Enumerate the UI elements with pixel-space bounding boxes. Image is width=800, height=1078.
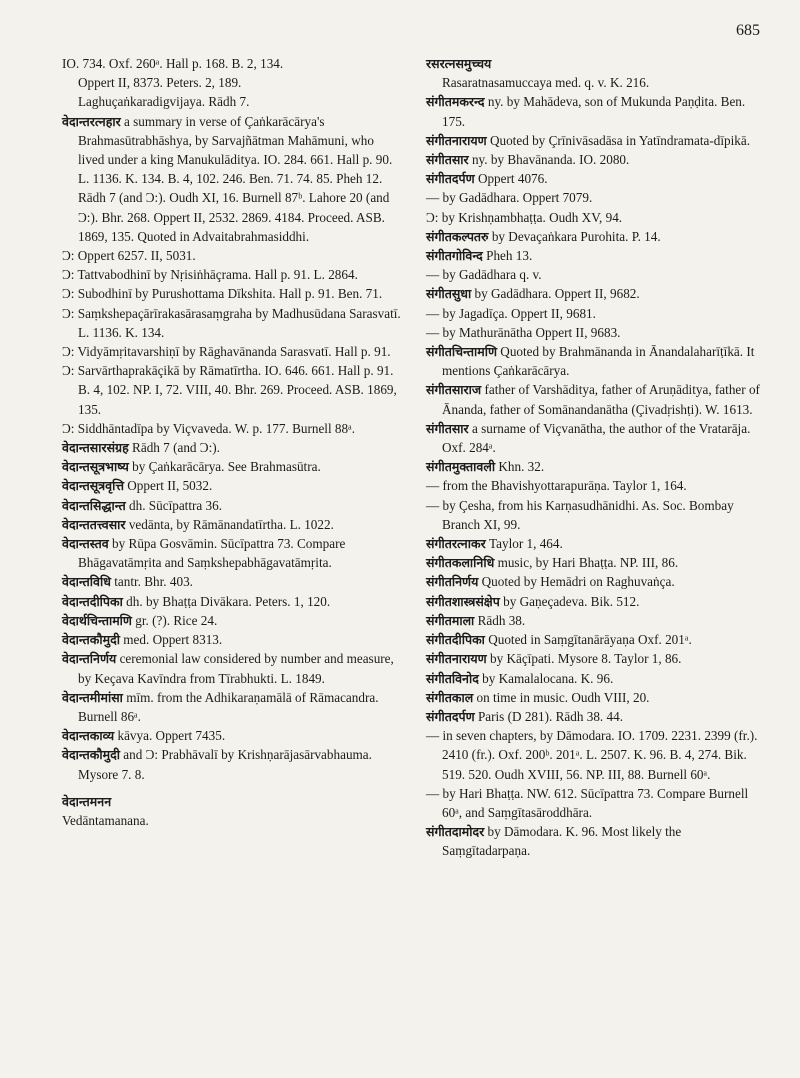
entry-text: — from the Bhavishyottarapurāṇa. Taylor 1, 164. — [426, 478, 687, 494]
sub-entry — [426, 208, 766, 227]
dictionary-entry — [426, 227, 766, 246]
entry-text: gr. (?). Rice 24. — [131, 612, 218, 628]
entry-text: a surname of Viçvanātha, the author of the Vratarāja. Oxf. 284ᵃ. — [442, 420, 751, 456]
dictionary-entry — [426, 669, 766, 688]
entry-headword: वेदान्तमनन — [62, 793, 112, 809]
dictionary-entry — [62, 112, 402, 246]
entry-text: a summary in verse of Çaṅkarācārya's Brahmasūtrabhāshya, by Sarvajñātman Mahāmuni, who lived under a king Manukulāditya. IO. 284. 661. Hall p. 90. L. 1136. K. 134. B. 4, 102. 246. Ben. 71. 74. 85. Pheh 12. Rādh 7 (and Ɔ:). Oudh XI, 16. Burnell 87ᵇ. Lahore 20 (and Ɔ:). Bhr. 268. Oppert II, 2532. 2869. 4184. Proceed. ASB. 1869, 135. Quoted in Advaitabrahmasiddhi. — [78, 113, 393, 244]
entry-text: father of Varshāditya, father of Aruṇāditya, father of Ānanda, father of Somānandanātha (Çivadṛishṭi). W. 1613. — [442, 382, 760, 417]
entry-text: Ɔ: Tattvabodhinī by Nṛisiṅhāçrama. Hall p. 91. L. 2864. — [62, 267, 358, 283]
sub-entry — [426, 304, 766, 323]
dictionary-entry — [62, 745, 402, 783]
sub-entry — [426, 496, 766, 534]
entry-spacer — [62, 784, 402, 792]
entry-text: — in seven chapters, by Dāmodara. IO. 1709. 2231. 2399 (fr.). 2410 (fr.). Oxf. 200ᵇ. 201ᵃ. L. 2507. K. 96. B. 4, 274. Bik. 519. 520. Oudh XVIII, 56. NP. III, 88. Burnell 60ᵃ. — [426, 728, 758, 782]
entry-continuation — [62, 73, 402, 92]
entry-headword: वेदान्तदीपिका — [62, 593, 123, 609]
dictionary-entry — [62, 496, 402, 515]
entry-text: Oppert 4076. — [474, 171, 548, 187]
dictionary-entry — [62, 630, 402, 649]
entry-text: Pheh 13. — [482, 248, 533, 264]
dictionary-entry — [62, 457, 402, 476]
dictionary-entry — [62, 688, 402, 726]
dictionary-entry — [426, 131, 766, 150]
dictionary-entry — [426, 534, 766, 553]
sub-entry — [426, 784, 766, 822]
sub-entry — [62, 265, 402, 284]
entry-text: Ɔ: by Krishṇambhaṭṭa. Oudh XV, 94. — [426, 209, 623, 225]
entry-text: ny. by Mahādeva, son of Mukunda Paṇḍita. Ben. 175. — [442, 94, 746, 129]
entry-text: by Çaṅkarācārya. See Brahmasūtra. — [128, 459, 321, 475]
entry-headword: संगीतरत्नाकर — [426, 536, 486, 552]
entry-headword: वेदान्तकाव्य — [62, 728, 115, 744]
sub-entry — [426, 188, 766, 207]
sub-entry — [426, 323, 766, 342]
dictionary-entry — [426, 419, 766, 457]
entry-text: by Kamalalocana. K. 96. — [478, 670, 614, 686]
entry-headword: वेदार्थचिन्तामणि — [62, 612, 132, 628]
entry-headword: संगीतदर्पण — [426, 171, 475, 187]
entry-text: ny. by Bhavānanda. IO. 2080. — [468, 152, 630, 168]
entry-text: mīm. from the Adhikaraṇamālā of Rāmacandra. Burnell 86ᵃ. — [78, 689, 379, 724]
entry-text: Ɔ: Siddhāntadīpa by Viçvaveda. W. p. 177. Burnell 88ᵃ. — [62, 420, 356, 436]
entry-text: Ɔ: Vidyāmṛitavarshiṇī by Rāghavānanda Sarasvatī. Hall p. 91. — [62, 344, 391, 360]
entry-headword: वेदान्ततत्त्वसार — [62, 516, 126, 532]
entry-headword: संगीतनिर्णय — [426, 574, 479, 590]
dictionary-entry — [426, 822, 766, 860]
entry-text: — by Jagadīça. Oppert II, 9681. — [426, 305, 596, 321]
entry-text: by Gaṇeçadeva. Bik. 512. — [499, 593, 640, 609]
entry-text: Khn. 32. — [495, 459, 545, 475]
dictionary-entry — [62, 811, 402, 830]
entry-headword: वेदान्तनिर्णय — [62, 651, 117, 667]
entry-headword: संगीतकाल — [426, 689, 474, 705]
entry-headword: वेदान्तरत्नहार — [62, 113, 121, 129]
dictionary-entry — [426, 92, 766, 130]
entry-headword: संगीतचिन्तामणि — [426, 344, 497, 360]
entry-text: — by Gadādhara q. v. — [426, 267, 542, 283]
dictionary-entry — [426, 707, 766, 726]
entry-text: Quoted by Çrīnivāsadāsa in Yatīndramata-dīpikā. — [486, 132, 751, 148]
dictionary-entry — [426, 592, 766, 611]
dictionary-entry — [426, 457, 766, 476]
entry-headword: वेदान्तस्तव — [62, 536, 109, 552]
dictionary-entry — [426, 54, 766, 73]
entry-text: — by Gadādhara. Oppert 7079. — [426, 190, 593, 206]
entry-text: Ɔ: Saṃkshepaçārīrakasārasaṃgraha by Madhusūdana Sarasvatī. L. 1136. K. 134. — [62, 305, 401, 340]
sub-entry — [62, 284, 402, 303]
entry-text: Vedāntamanana. — [62, 812, 149, 828]
entry-text: med. Oppert 8313. — [120, 632, 223, 648]
entry-headword: संगीतमकरन्द — [426, 94, 485, 110]
dictionary-entry — [62, 726, 402, 745]
dictionary-entry — [426, 630, 766, 649]
dictionary-entry — [426, 688, 766, 707]
entry-text: Rasaratnasamuccaya med. q. v. K. 216. — [442, 75, 650, 91]
entry-text: dh. Sūcīpattra 36. — [125, 497, 223, 513]
dictionary-entry — [426, 380, 766, 418]
entry-text: Laghuçaṅkaradigvijaya. Rādh 7. — [78, 94, 250, 110]
entry-text: IO. 734. Oxf. 260ᵃ. Hall p. 168. B. 2, 134. — [62, 56, 284, 71]
entry-headword: संगीतसाराज — [426, 382, 482, 398]
dictionary-entry — [62, 792, 402, 811]
dictionary-entry — [426, 284, 766, 303]
sub-entry — [426, 476, 766, 495]
dictionary-entry — [62, 476, 402, 495]
sub-entry — [62, 304, 402, 342]
entry-headword: संगीतदर्पण — [426, 708, 475, 724]
entry-headword: संगीतसार — [426, 420, 469, 436]
entry-headword: वेदान्तसूत्रवृत्ति — [62, 478, 124, 494]
entry-text: by Devaçaṅkara Purohita. P. 14. — [488, 228, 661, 244]
entry-text: Taylor 1, 464. — [485, 536, 563, 552]
dictionary-entry — [426, 342, 766, 380]
entry-headword: वेदान्तविधि — [62, 574, 111, 590]
entry-text: kāvya. Oppert 7435. — [114, 728, 226, 744]
entry-text: and Ɔ: Prabhāvalī by Krishṇarājasārvabhauma. Mysore 7. 8. — [78, 747, 372, 782]
entry-text: Oppert II, 8373. Peters. 2, 189. — [78, 75, 242, 91]
entry-text: music, by Hari Bhaṭṭa. NP. III, 86. — [494, 555, 679, 571]
entry-continuation — [62, 54, 402, 73]
entry-text: ceremonial law considered by number and measure, by Keçava Kavīndra from Tīrabhukti. L. 1849. — [78, 651, 394, 686]
entry-text: — by Çesha, from his Karṇasudhānidhi. As. Soc. Bombay Branch XI, 99. — [426, 497, 734, 532]
entry-headword: संगीतदीपिका — [426, 632, 485, 648]
entry-headword: वेदान्तकौमुदी — [62, 747, 120, 763]
entry-text: Ɔ: Oppert 6257. II, 5031. — [62, 248, 196, 264]
entry-headword: संगीतकलानिधि — [426, 555, 495, 571]
dictionary-entry — [426, 572, 766, 591]
entry-headword: संगीतनारायण — [426, 651, 487, 667]
entry-headword: संगीतदामोदर — [426, 824, 485, 840]
sub-entry — [426, 726, 766, 784]
entry-headword: रसरत्नसमुच्चय — [426, 56, 492, 71]
entry-headword: वेदान्तसिद्धान्त — [62, 497, 126, 513]
entry-text: on time in music. Oudh VIII, 20. — [473, 689, 650, 705]
entry-text: Rādh 7 (and Ɔ:). — [128, 440, 220, 456]
dictionary-entry — [62, 438, 402, 457]
dictionary-entry — [62, 592, 402, 611]
page-number: 685 — [736, 22, 760, 39]
entry-text: — by Hari Bhaṭṭa. NW. 612. Sūcīpattra 73. Compare Burnell 60ᵃ, and Saṃgītasāroddhāra. — [426, 785, 749, 820]
entry-text: by Gadādhara. Oppert II, 9682. — [471, 286, 640, 302]
entry-text: — by Mathurānātha Oppert II, 9683. — [426, 324, 621, 340]
dictionary-entry — [426, 150, 766, 169]
dictionary-entry — [62, 572, 402, 591]
dictionary-entry — [62, 649, 402, 687]
entry-headword: संगीतकल्पतरु — [426, 228, 489, 244]
entry-headword: संगीतमाला — [426, 612, 475, 628]
entry-text: by Rūpa Gosvāmin. Sūcīpattra 73. Compare Bhāgavatāmṛita and Saṃkshepabhāgavatāmṛita. — [78, 536, 346, 571]
entry-text: vedānta, by Rāmānandatīrtha. L. 1022. — [125, 516, 334, 532]
entry-text: tantr. Bhr. 403. — [110, 574, 193, 590]
dictionary-entry — [426, 649, 766, 668]
entry-text: Quoted in Saṃgītanārāyaṇa Oxf. 201ᵃ. — [484, 632, 692, 648]
dictionary-entry — [426, 553, 766, 572]
entry-text: by Kāçīpati. Mysore 8. Taylor 1, 86. — [486, 651, 682, 667]
entry-headword: संगीतसार — [426, 152, 469, 168]
entry-headword: वेदान्तमीमांसा — [62, 689, 123, 705]
dictionary-entry — [426, 611, 766, 630]
entry-headword: संगीतशास्त्रसंक्षेप — [426, 593, 500, 609]
entry-text: Oppert II, 5032. — [123, 478, 213, 494]
dictionary-entry — [426, 246, 766, 265]
sub-entry — [62, 361, 402, 419]
sub-entry — [62, 342, 402, 361]
sub-entry — [62, 419, 402, 438]
left-column — [62, 54, 402, 830]
entry-headword: वेदान्तकौमुदी — [62, 632, 120, 648]
entry-text: dh. by Bhaṭṭa Divākara. Peters. 1, 120. — [122, 593, 331, 609]
dictionary-entry — [62, 515, 402, 534]
entry-text: Quoted by Hemādri on Raghuvaṅça. — [478, 574, 675, 590]
entry-text: by Dāmodara. K. 96. Most likely the Saṃgītadarpaṇa. — [442, 824, 682, 859]
entry-continuation — [426, 73, 766, 92]
entry-text: Quoted by Brahmānanda in Ānandalaharīṭīkā. It mentions Çaṅkarācārya. — [442, 344, 755, 379]
dictionary-entry — [62, 611, 402, 630]
entry-text: Rādh 38. — [474, 612, 526, 628]
sub-entry — [62, 246, 402, 265]
entry-headword: वेदान्तसारसंग्रह — [62, 440, 129, 456]
entry-headword: संगीतमुक्तावली — [426, 459, 496, 475]
entry-headword: संगीतसुधा — [426, 286, 472, 302]
entry-headword: संगीतविनोद — [426, 670, 479, 686]
entry-headword: वेदान्तसूत्रभाष्य — [62, 459, 129, 475]
entry-text: Ɔ: Sarvārthaprakāçikā by Rāmatīrtha. IO. 646. 661. Hall p. 91. B. 4, 102. NP. I, 72. VIII, 40. Bhr. 269. Proceed. ASB. 1869, 135. — [62, 363, 397, 417]
entry-continuation — [62, 92, 402, 111]
entry-text: Paris (D 281). Rādh 38. 44. — [474, 708, 623, 724]
sub-entry — [426, 265, 766, 284]
right-column — [426, 54, 766, 861]
entry-headword: संगीतनारायण — [426, 132, 487, 148]
entry-headword: संगीतगोविन्द — [426, 248, 483, 264]
dictionary-entry — [62, 534, 402, 572]
dictionary-entry — [426, 169, 766, 188]
entry-text: Ɔ: Subodhinī by Purushottama Dīkshita. Hall p. 91. Ben. 71. — [62, 286, 383, 302]
